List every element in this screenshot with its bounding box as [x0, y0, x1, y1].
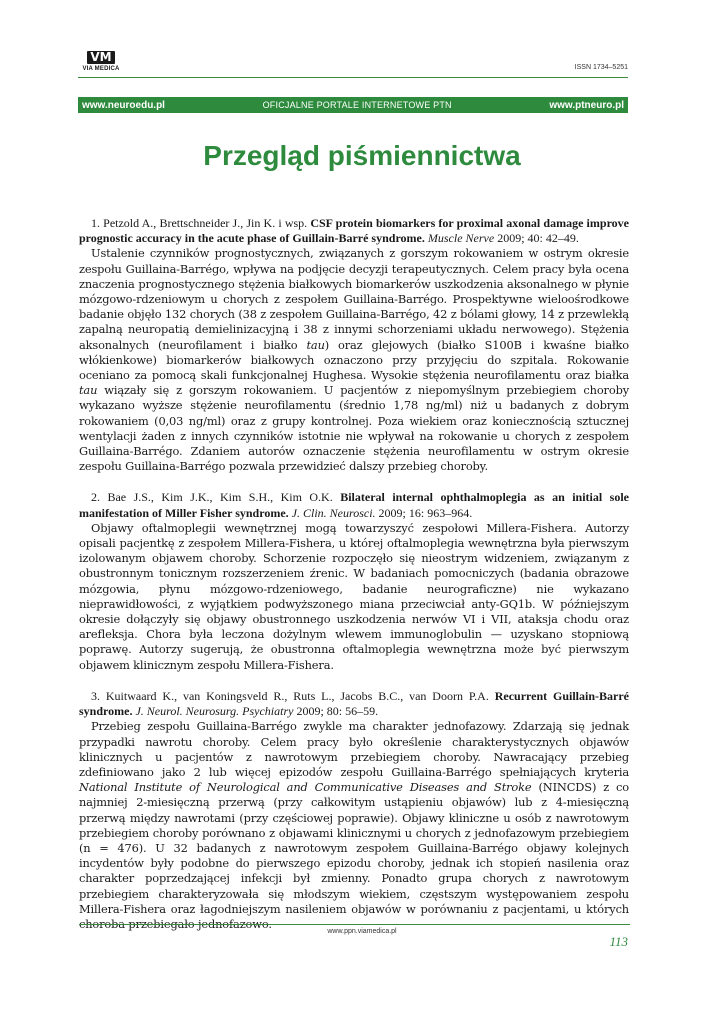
abstract-italic: tau — [79, 383, 98, 398]
entry-3 — [79, 689, 629, 932]
entry-2-abstract: Objawy oftalmoplegii wewnętrznej mogą towarzyszyć zespołowi Millera-Fishera. Autorzy opisali pacjentkę z zespołem Millera-Fishera, u której oftalmoplegia wewnętrzna była pierwszym izolowanym objawem choroby. Schorzenie rozpoczęło się nieostrym widzeniem, związanym z obustronnym tonicznym rozszerzeniem źrenic. W badaniach pomocniczych (badania obrazowe mózgowia, płynu mózgowo-rdzeniowego, badanie neurograficzne) nie wykazano nieprawidłowości, z wyjątkiem podwyższonego miana przeciwciał anty-GQ1b. W późniejszym okresie dołączyły się objawy obustronnego uszkodzenia nerwów VI i VII, ataksja chodu oraz arefleksja. Chora była leczona dożylnym wlewem immunoglobulin — uzyskano stopniową poprawę. Autorzy sugerują, że obustronna oftalmoplegia wewnętrzna może być pierwszym objawem klinicznym zespołu Millera-Fishera. — [79, 520, 629, 672]
header-rule — [78, 77, 628, 78]
entry-1-abstract — [79, 246, 629, 474]
neuroedu-link[interactable]: www.neuroedu.pl — [82, 99, 165, 111]
entry-2-title: Bilateral internal ophthalmoplegia as an initial sole manifestation of Miller Fisher syndrome. — [79, 490, 630, 520]
abstract-text: Przebieg zespołu Guillaina-Barrégo zwykle ma charakter jednofazowy. Zdarzają się jednak przypadki nawrotu choroby. Celem pracy było określenie charakterystycznych objawów klinicznych u pacjentów z nawrotowym przebiegiem choroby. Nawracający przebieg zdefiniowano jako 2 lub więcej epizodów zespołu Guillaina-Barrégo spełniających kryteria — [79, 719, 629, 779]
entry-3-abstract — [79, 719, 629, 932]
page-number: 113 — [609, 934, 628, 949]
entry-2 — [79, 490, 629, 672]
abstract-italic: National Institute of Neurological and Communicative Diseases and Stroke — [79, 780, 532, 795]
entry-1-title: CSF protein biomarkers for proximal axonal damage improve prognostic accuracy in the acute phase of Guillain-Barré syndrome. — [79, 216, 629, 246]
entry-2-authors: 2. Bae J.S., Kim J.K., Kim S.H., Kim O.K. — [91, 490, 341, 505]
entry-3-title: Recurrent Guillain-Barré syndrome. — [79, 688, 629, 719]
logo-mark: VM — [87, 51, 114, 64]
entry-3-authors: 3. Kuitwaard K., van Koningsveld R., Ruts L., Jacobs B.C., van Doorn P.A. — [91, 688, 495, 703]
entry-1-citation — [79, 216, 629, 246]
publisher-logo — [80, 46, 122, 72]
entry-1-authors: 1. Petzold A., Brettschneider J., Jin K. i wsp. — [91, 216, 311, 230]
issn: ISSN 1734–5251 — [574, 64, 628, 71]
entry-2-details: 2009; 16: 963–964. — [375, 505, 473, 520]
portal-caption: OFICJALNE PORTALE INTERNETOWE PTN — [262, 100, 452, 110]
entry-3-citation — [79, 689, 629, 719]
entry-1 — [79, 216, 629, 474]
entry-2-journal: J. Clin. Neurosci. — [291, 505, 376, 520]
logo-text: VIA MEDICA — [82, 66, 120, 72]
abstract-italic: tau — [306, 337, 325, 352]
entry-3-details: 2009; 80: 56–59. — [293, 704, 379, 719]
abstract-text: wiązały się z gorszym rokowaniem. U pacjentów z niepomyślnym przebiegiem choroby wykazano wyższe stężenie neurofilamentu (średnio 1,78 ng/ml) niż u badanych z dobrym rokowaniem (0,03 ng/ml) oraz z grupy kontrolnej. Poza wiekiem oraz koniecznością sztucznej wentylacji żaden z innych czynników istotnie nie wpływał na rokowanie u chorych z zespołem Guillaina-Barrégo. Zdaniem autorów oznaczenie stężenia neurofilamentu w ostrym okresie zespołu Guillaina-Barrégo pozwala przewidzieć dalszy przebieg choroby. — [79, 383, 629, 474]
entry-1-journal: Muscle Nerve — [427, 231, 495, 246]
entry-3-journal: J. Neurol. Neurosurg. Psychiatry — [135, 704, 294, 719]
entry-1-details: 2009; 40: 42–49. — [494, 231, 579, 246]
abstract-text: Ustalenie czynników prognostycznych, związanych z gorszym rokowaniem w ostrym okresie zespołu Guillaina-Barrégo, wpływa na podjęcie decyzji terapeutycznych. Celem pracy była ocena znaczenia prognostycznego stężenia białkowych biomarkerów uszkodzenia aksonalnego w płynie mózgowo-rdzeniowym u chorych z zespołem Guillaina-Barrégo. Prospektywne wieloośrodkowe badanie objęło 132 chorych (38 z zespołem Guillaina-Barrégo, 42 z bólami głowy, 14 z przewlekłą zapalną neuropatią demielinizacyjną i 38 z innymi schorzeniami układu nerwowego). Stężenia aksonalnych (neurofilament i białko — [79, 246, 629, 352]
entry-2-citation — [79, 490, 629, 520]
ptneuro-link[interactable]: www.ptneuro.pl — [549, 99, 624, 111]
abstract-text: ) oraz glejowych (białko S100B i kwaśne białko włókienkowe) biomarkerów białkowych oznaczono przy przyjęciu do szpitala. Rokowanie oceniano za pomocą skali funkcjonalnej Hughesa. Wysokie stężenia neurofilamentu oraz białka — [79, 337, 629, 383]
article-list — [79, 216, 629, 948]
abstract-text: (NINCDS) z co najmniej 2-miesięczną przerwą (przy całkowitym ustąpieniu objawów) lub z 4-miesięczną przerwą między nawrotami (przy częściowej poprawie). Objawy kliniczne u osób z nawrotowym przebiegiem choroby porównano z objawami klinicznymi u chorych z jednofazowym przebiegiem (n = 476). U 32 badanych z nawrotowym zespołem Guillaina-Barrégo objawy kolejnych incydentów były podobne do pierwszego epizodu choroby, jednak ich stopień nasilenia oraz charakter poprzedzającej infekcji był zmienny. Ponadto grupa chorych z nawrotowym przebiegiem charakteryzowała się młodszym wiekiem, częstszym występowaniem zespołu Millera-Fishera oraz łagodniejszym nasileniem objawów w porównaniu z pacjentami, u których choroba przebiegało jednofazowo. — [79, 780, 629, 931]
portal-bar — [78, 97, 628, 113]
footer-url[interactable]: www.ppn.viamedica.pl — [327, 928, 397, 935]
footer-rule — [79, 924, 630, 925]
page-title: Przegląd piśmiennictwa — [203, 140, 521, 171]
